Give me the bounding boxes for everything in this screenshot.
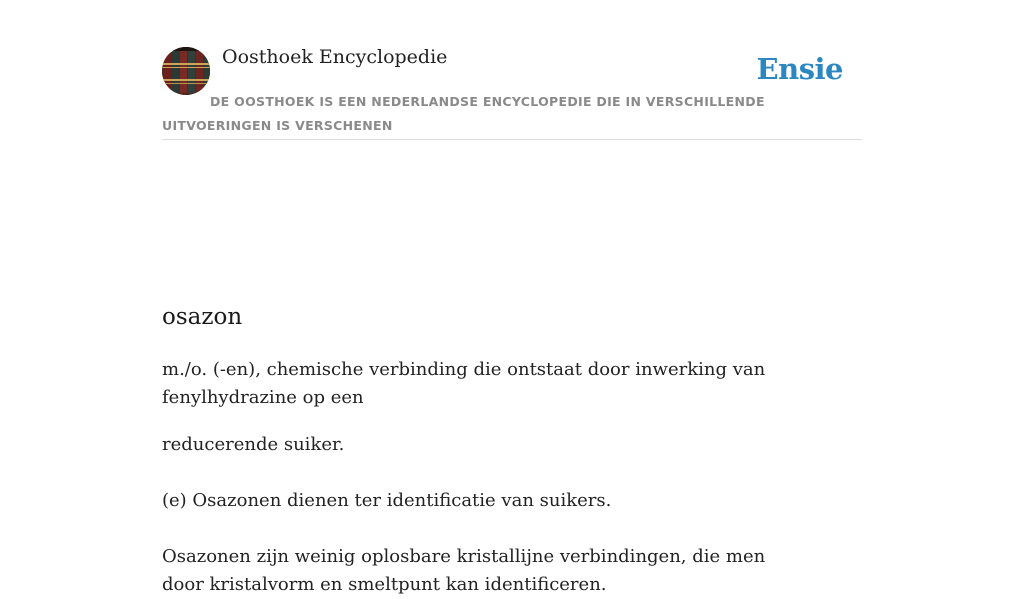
- site-header: [162, 0, 862, 140]
- brand-logo-link[interactable]: Ensie: [756, 52, 843, 86]
- site-tagline: DE OOSTHOEK IS EEN NEDERLANDSE ENCYCLOPEDIE DIE IN VERSCHILLENDE UITVOERINGEN IS VERSCHENEN: [162, 94, 765, 133]
- page: [162, 0, 862, 595]
- article-headword: osazon: [162, 304, 243, 330]
- site-title-link[interactable]: Oosthoek Encyclopedie: [222, 46, 448, 68]
- article-paragraph-definition: m./o. (-en), chemische verbinding die ontstaat door inwerking van fenylhydrazine op een: [162, 359, 766, 408]
- article-paragraph-continuation: reducerende suiker.: [162, 434, 345, 455]
- article-paragraph-properties: Osazonen zijn weinig oplosbare kristallijne verbindingen, die men door kristalvorm en smeltpunt kan identificeren.: [162, 546, 766, 595]
- article-paragraph-usage: (e) Osazonen dienen ter identificatie van suikers.: [162, 490, 612, 511]
- site-avatar[interactable]: [162, 47, 210, 95]
- encyclopedia-books-icon: [162, 47, 210, 95]
